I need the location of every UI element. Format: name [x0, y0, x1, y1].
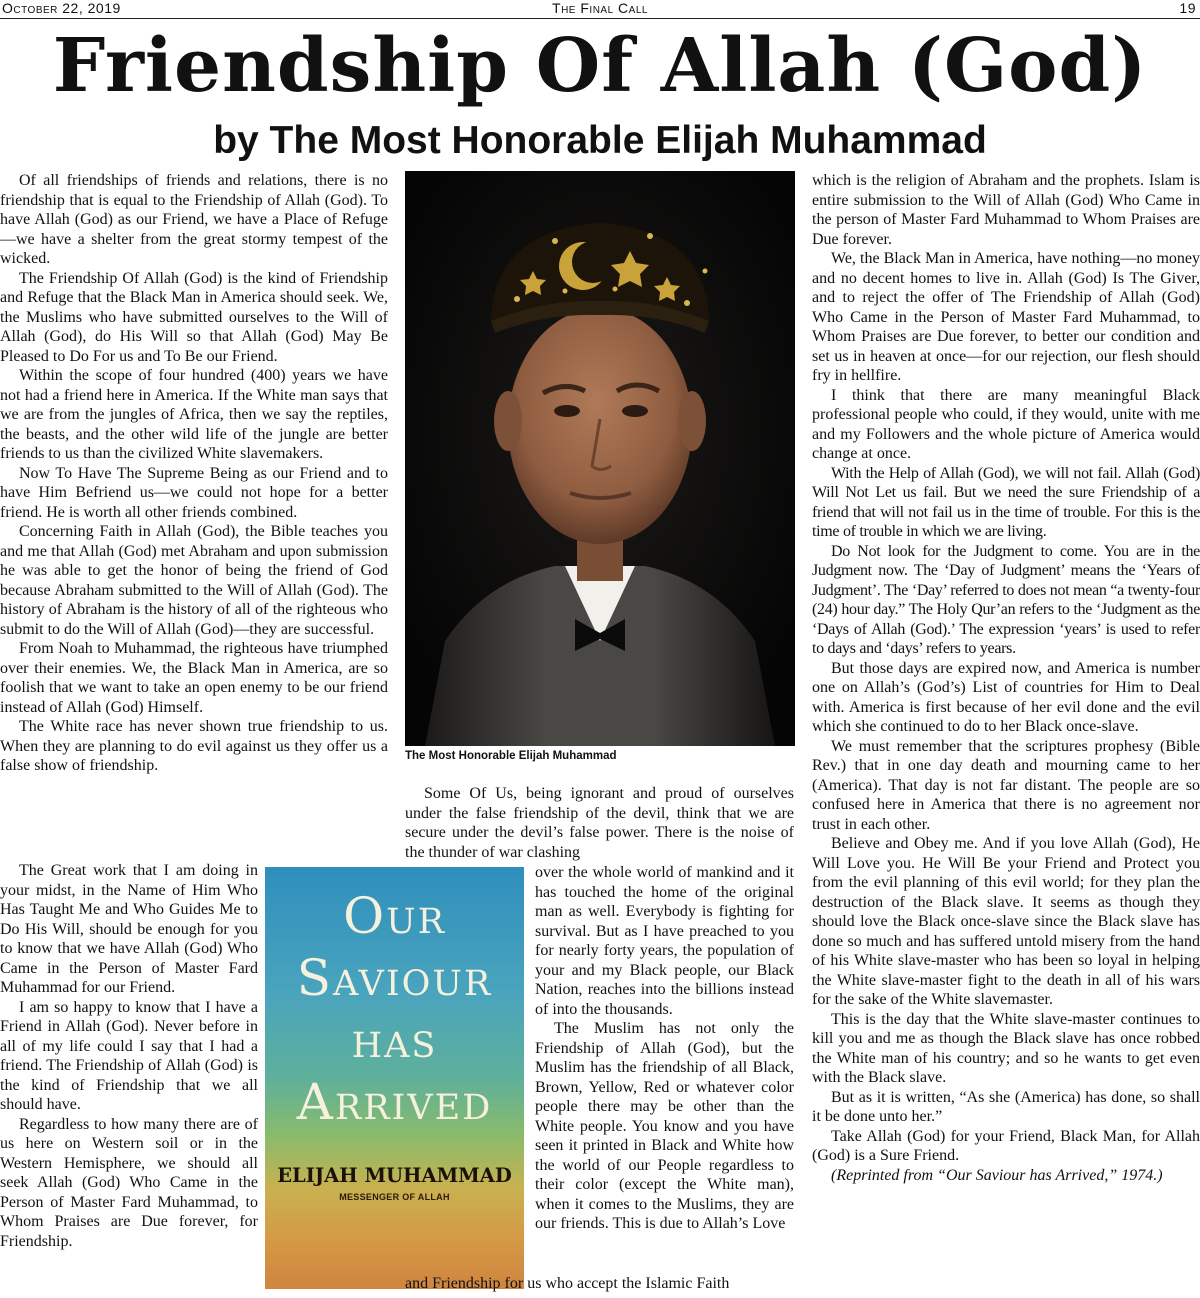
book-title-line: Saviour — [296, 949, 493, 1007]
paragraph: Of all friendships of friends and relations, there is no friendship that is equal to the Friendship of Allah (God). To have Allah (God) as our Friend, we have a Place of Refuge—we have a shelter from the great stormy tempest of the wicked. — [0, 172, 388, 267]
book-title — [265, 885, 524, 1133]
issue-date: October 22, 2019 — [2, 0, 121, 16]
newspaper-name: The Final Call — [552, 0, 648, 16]
paragraph: We, the Black Man in America, have nothing—no money and no decent homes to live in. Allah (God) Is The Giver, and to reject the offer of The Friendship of Allah (God) Who Came in the Person of Master Fard Muhammad, to Whom Praises are Due forever, to better our condition and set us in heaven at once—for our rejection, our flesh should fry in hellfire. — [812, 250, 1200, 384]
photo-caption: The Most Honorable Elijah Muhammad — [405, 750, 617, 762]
paragraph: Take Allah (God) for your Friend, Black Man, for Allah (God) is a Sure Friend. — [812, 1127, 1200, 1164]
portrait-illustration — [405, 171, 795, 746]
running-head — [0, 0, 1200, 19]
book-title-line: Arrived — [296, 1073, 493, 1131]
book-title-line: Our — [343, 887, 446, 945]
paragraph: The Great work that I am doing in your midst, in the Name of Him Who Has Taught Me and Who Guides Me to Do His Will, should be enough for you to know that we have Allah (God) Who Came in the Person of Master Fard Muhammad for our Friend. — [0, 862, 258, 996]
paragraph: Regardless to how many there are of us here on Western soil or in the Western Hemisphere, we should all seek Allah (God) Who Came in the Person of Master Fard Muhammad, to Whom Praises are Due forever, for Friendship. — [0, 1115, 258, 1250]
paragraph: Believe and Obey me. And if you love Allah (God), He Will Love you. He Will Be your Friend and Protect you from the evil planning of this evil world; for they plan the destruction of the Black slave. It seems as though they should love the Black once-slave since the Black slave has done so much and has suffered untold misery from the hand of his White slave-master who has been so loyal in helping the White slave-master fight to the death in all of his wars for the sake of the White slavemaster. — [812, 835, 1200, 1008]
condensed-paragraph-group — [812, 464, 1200, 659]
article-headline: Friendship Of Allah (God) — [52, 23, 1148, 109]
paragraph: I am so happy to know that I have a Friend in Allah (God). Never before in all of my life could I say that I had a friend. The Friendship of Allah (God) is the kind of Friendship that we all should have. — [0, 998, 258, 1113]
paragraph: The Muslim has not only the Friendship of Allah (God), but the Muslim has the friendship of all Black, Brown, Yellow, Red or whatever color people there may be other than the White people. You know and you have seen it printed in Black and White how the world of our People regardless to their color (except the White man), when it comes to the Muslims, they are our friends. This is due to Allah’s Love — [535, 1020, 794, 1232]
paragraph: But as it is written, “As she (America) has done, so shall it be done unto her.” — [812, 1088, 1200, 1125]
article-column-middle-narrow — [535, 863, 794, 1275]
article-column-middle-top — [405, 784, 794, 864]
book-author: ELIJAH MUHAMMAD — [277, 1164, 512, 1187]
paragraph: over the whole world of mankind and it has touched the home of the original man as well. Everybody is fighting for survival. But as I have preached to you for nearly forty years, the population of your and my Black people, our Black Nation, reaches into the billions instead of into the thousands. — [535, 864, 794, 1018]
paragraph: The Friendship Of Allah (God) is the kind of Friendship and Refuge that the Black Man in America should seek. We, the Muslims who have submitted ourselves to the Will of Allah (God), do His Will so that Allah (God) May Be Pleased to Do For us and To Be our Friend. — [0, 269, 388, 365]
paragraph: From Noah to Muhammad, the righteous have triumphed over their enemies. We, the Black Man in America, are so foolish that we want to take an open enemy to be our friend instead of Allah (God) Himself. — [0, 640, 388, 716]
paragraph: Now To Have The Supreme Being as our Friend and to have Him Befriend us—we could not hope for a better friend. He is worth all other friends combined. — [0, 464, 388, 521]
paragraph: But those days are expired now, and America is number one on Allah’s (God’s) List of countries for Him to Deal with. America is first because of her evil done and the evil which she continued to do to her Black once-slave. — [812, 659, 1200, 735]
paragraph: Within the scope of four hundred (400) years we have not had a friend here in America. If the White man says that we are from the jungles of Africa, then we say the reptiles, the beasts, and the other wild life of the jungle are better friends to us than the civilized White slavemakers. — [0, 367, 388, 462]
article-column-middle-bottom — [405, 1274, 794, 1296]
paragraph: Concerning Faith in Allah (God), the Bible teaches you and me that Allah (God) met Abraham and upon submission he was able to get the honor of being the friend of God because Abraham submitted to the Will of Allah (God). The history of Abraham is the history of all of the righteous who submit to do the Will of Allah (God)—they are successful. — [0, 523, 388, 638]
paragraph: and Friendship for us who accept the Islamic Faith — [405, 1275, 730, 1292]
paragraph: We must remember that the scriptures prophesy (Bible Rev.) that in one day death and mourning came to her (America). That day is not far distant. The people are so confused here in America that there is no agreement nor trust in each other. — [812, 737, 1200, 833]
book-subtitle: MESSENGER OF ALLAH — [339, 1192, 450, 1202]
paragraph: This is the day that the White slave-master continues to kill you and me as though the Black slave has once robbed the White man of his country; and so he wants to get even with the Black slave. — [812, 1010, 1200, 1086]
paragraph: Some Of Us, being ignorant and proud of ourselves under the false friendship of the devil, think that we are secure under the devil’s false power. There is the noise of the thunder of war clashing — [405, 785, 794, 861]
portrait-photo — [405, 171, 795, 746]
article-byline: by The Most Honorable Elijah Muhammad — [213, 119, 987, 162]
paragraph: With the Help of Allah (God), we will not fail. Allah (God) Will Not Let us fail. But we need the sure Friendship of a friend that will not fail us in the time of trouble. For this is the time of trouble in which we are living. — [812, 464, 1200, 540]
book-cover — [265, 867, 524, 1289]
paragraph: which is the religion of Abraham and the prophets. Islam is entire submission to the Will of Allah (God) Who Came in the person of Master Fard Muhammad to Whom Praises are Due forever. — [812, 172, 1200, 248]
article-column-left — [0, 171, 388, 861]
book-title-line: has — [351, 1011, 438, 1069]
paragraph: I think that there are many meaningful Black professional people who could, if they would, unite with me and my Followers and the whole picture of America would change at once. — [812, 386, 1200, 462]
paragraph: The White race has never shown true friendship to us. When they are planning to do evil against us they offer us a false show of friendship. — [0, 718, 388, 774]
article-column-left-narrow — [0, 861, 258, 1295]
page-number: 19 — [1179, 0, 1196, 16]
paragraph: Do Not look for the Judgment to come. You are in the Judgment now. The ‘Day of Judgment’ means the ‘Years of Judgment’. The ‘Day’ referred to does not mean “a twenty-four (24) hour day.” The Holy Qur’an refers to the ‘Judgment as the ‘Days of Allah (God).’ The expression ‘years’ is used to refer to days and ‘days’ refers to years. — [812, 542, 1200, 657]
article-column-right — [812, 171, 1200, 1296]
reprint-note: (Reprinted from “Our Saviour has Arrived,” 1974.) — [831, 1166, 1163, 1184]
